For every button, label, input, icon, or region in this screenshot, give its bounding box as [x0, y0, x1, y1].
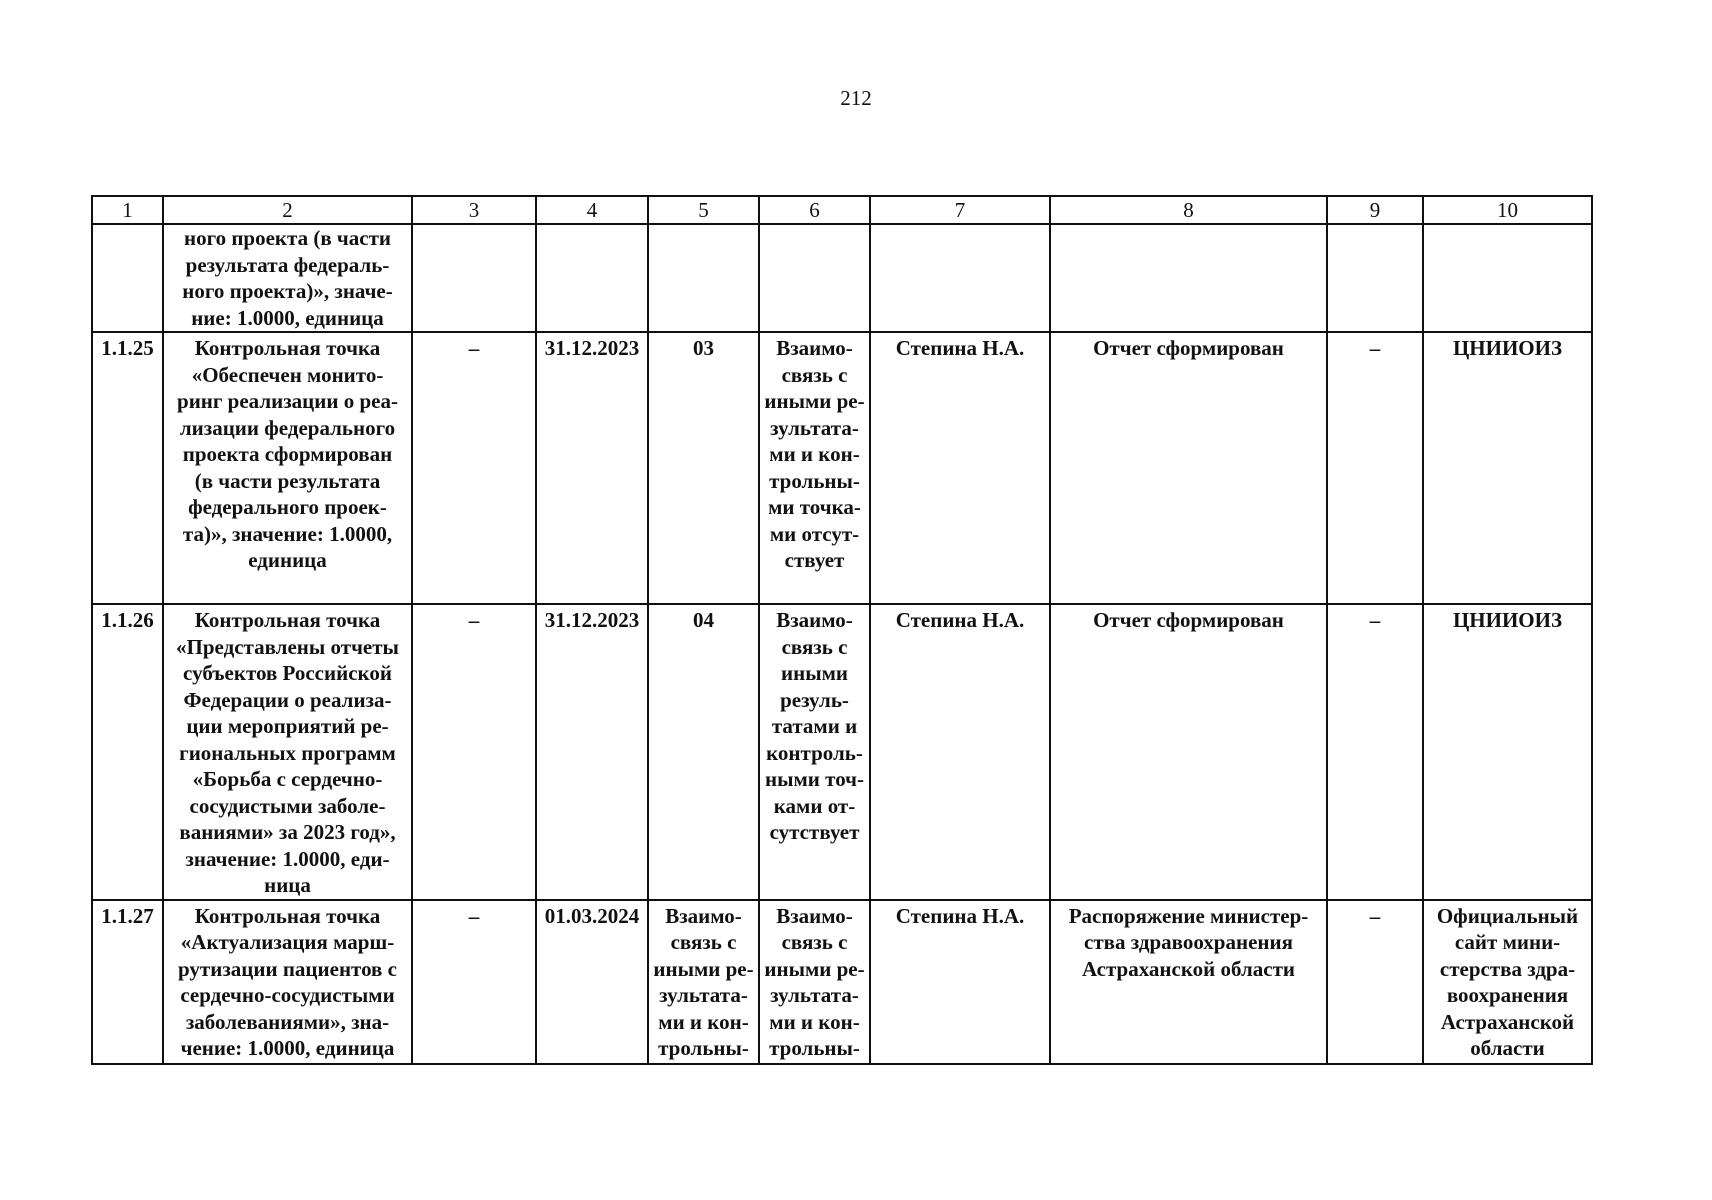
table-cell	[648, 224, 759, 332]
info-system-cell: ЦНИИОИЗ	[1423, 332, 1592, 604]
column-header: 5	[648, 196, 759, 224]
date-cell: 31.12.2023	[536, 604, 648, 900]
column-header: 4	[536, 196, 648, 224]
column-header: 3	[412, 196, 536, 224]
row-number-cell: 1.1.26	[92, 604, 163, 900]
info-system-cell: Официальный сайт мини- стерства здра- воохранения Астраханской области	[1423, 900, 1592, 1064]
date-cell: 31.12.2023	[536, 332, 648, 604]
page-number: 212	[840, 86, 872, 110]
row-number-cell: 1.1.27	[92, 900, 163, 1064]
table-cell: Взаимо- связь с иными ре- зультата- ми и кон- трольны-	[648, 900, 759, 1064]
table-cell: 04	[648, 604, 759, 900]
result-document-cell: Отчет сформирован	[1050, 604, 1327, 900]
table-row-1-1-27	[92, 900, 1592, 1064]
table-cell: –	[412, 332, 536, 604]
table-row-1-1-25	[92, 332, 1592, 604]
date-cell	[536, 224, 648, 332]
table-header-row	[92, 196, 1592, 224]
column-header: 10	[1423, 196, 1592, 224]
result-document-cell: Распоряжение министер- ства здравоохранения Астраханской области	[1050, 900, 1327, 1064]
responsible-cell: Степина Н.А.	[870, 604, 1050, 900]
row-number-cell: 1.1.25	[92, 332, 163, 604]
table-cell: 03	[648, 332, 759, 604]
responsible-cell	[870, 224, 1050, 332]
table-cell: Взаимо- связь с иными ре- зультата- ми и кон- трольны- ми точка- ми отсут- ствует	[759, 332, 870, 604]
table-cell: –	[1327, 604, 1423, 900]
control-point-description: ного проекта (в части результата федераль- ного проекта)», значе- ние: 1.0000, единица	[163, 224, 412, 332]
responsible-cell: Степина Н.А.	[870, 900, 1050, 1064]
column-header: 7	[870, 196, 1050, 224]
control-point-description: Контрольная точка «Представлены отчеты субъектов Российской Федерации о реализа- ции мероприятий ре- гиональных программ «Борьба с сердечно- сосудистыми заболе- ваниями» за 2023 год», значение: 1.0000, еди- ница	[163, 604, 412, 900]
info-system-cell	[1423, 224, 1592, 332]
control-points-table	[91, 195, 1593, 1065]
table-row-1-1-26	[92, 604, 1592, 900]
responsible-cell: Степина Н.А.	[870, 332, 1050, 604]
table-cell	[759, 224, 870, 332]
table-cell: –	[1327, 332, 1423, 604]
table-cell: –	[412, 604, 536, 900]
date-cell: 01.03.2024	[536, 900, 648, 1064]
table-cell: –	[412, 900, 536, 1064]
column-header: 9	[1327, 196, 1423, 224]
column-header: 2	[163, 196, 412, 224]
table-cell	[1327, 224, 1423, 332]
result-document-cell: Отчет сформирован	[1050, 332, 1327, 604]
control-point-description: Контрольная точка «Актуализация марш- рутизации пациентов с сердечно-сосудистыми заболеваниями», зна- чение: 1.0000, единица	[163, 900, 412, 1064]
table-cell	[412, 224, 536, 332]
info-system-cell: ЦНИИОИЗ	[1423, 604, 1592, 900]
column-header: 8	[1050, 196, 1327, 224]
row-number-cell	[92, 224, 163, 332]
table-cell: –	[1327, 900, 1423, 1064]
table-cell: Взаимо- связь с иными резуль- татами и контроль- ными точ- ками от- сутствует	[759, 604, 870, 900]
table-row-continuation	[92, 224, 1592, 332]
column-header: 1	[92, 196, 163, 224]
result-document-cell	[1050, 224, 1327, 332]
control-point-description: Контрольная точка «Обеспечен монито- ринг реализации о реа- лизации федерального проекта сформирован (в части результата федерального проек- та)», значение: 1.0000, единица	[163, 332, 412, 604]
column-header: 6	[759, 196, 870, 224]
table-cell: Взаимо- связь с иными ре- зультата- ми и кон- трольны-	[759, 900, 870, 1064]
